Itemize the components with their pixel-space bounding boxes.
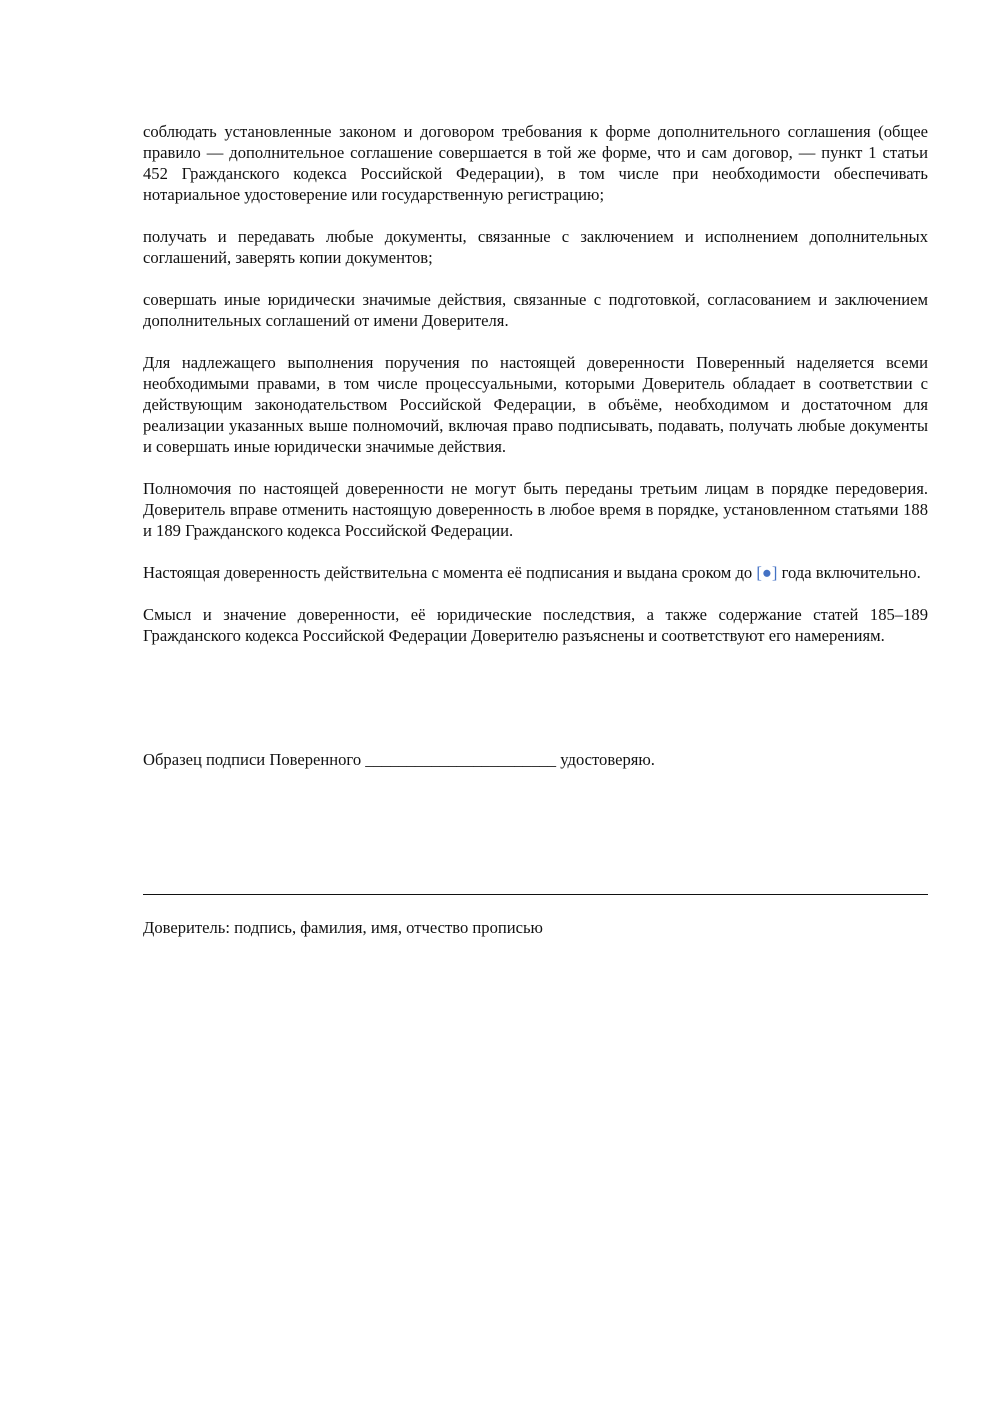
paragraph-other-actions: совершать иные юридически значимые действия, связанные с подготовкой, согласованием и заключением дополнительных соглашений от имени Доверителя. (143, 290, 928, 330)
paragraph-understanding: Смысл и значение доверенности, её юридические последствия, а также содержание статей 185–189 Гражданского кодекса Российской Федерации Доверителю разъяснены и соответствуют его намерениям. (143, 605, 928, 645)
paragraph-documents: получать и передавать любые документы, связанные с заключением и исполнением дополнительных соглашений, заверять копии документов; (143, 227, 928, 267)
validity-text-after: года включительно. (781, 563, 921, 582)
document-body (143, 121, 928, 646)
paragraph-validity (143, 562, 928, 583)
date-placeholder: [●] (756, 563, 778, 582)
sample-signature-line: Образец подписи Поверенного _______________________ удостоверяю. (143, 750, 655, 769)
paragraph-no-subdelegation: Полномочия по настоящей доверенности не могут быть переданы третьим лицам в порядке передоверия. Доверитель вправе отменить настоящую доверенность в любое время в порядке, установленном статьями 188 и 189 Гражданского кодекса Российской Федерации. (143, 479, 928, 540)
paragraph-form-requirements: соблюдать установленные законом и договором требования к форме дополнительного соглашения (общее правило — дополнительное соглашение совершается в той же форме, что и сам договор, — пункт 1 статьи 452 Гражданского кодекса Российской Федерации), в том числе при необходимости обеспечивать нотариальное удостоверение или государственную регистрацию; (143, 122, 928, 204)
signature-caption: Доверитель: подпись, фамилия, имя, отчество прописью (143, 918, 543, 937)
paragraph-rights: Для надлежащего выполнения поручения по настоящей доверенности Поверенный наделяется всеми необходимыми правами, в том числе процессуальными, которыми Доверитель обладает в соответствии с действующим законодательством Российской Федерации, в объёме, необходимом и достаточном для реализации указанных выше полномочий, включая право подписывать, подавать, получать любые документы и совершать иные юридически значимые действия. (143, 353, 928, 456)
validity-text-before: Настоящая доверенность действительна с момента её подписания и выдана сроком до (143, 563, 753, 582)
signature-rule (143, 894, 928, 895)
